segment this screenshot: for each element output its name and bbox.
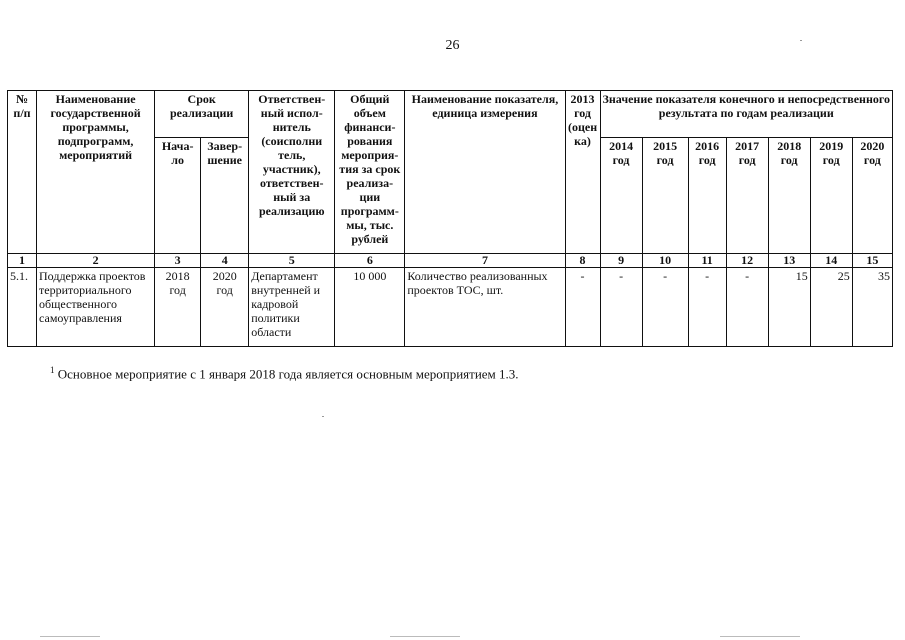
column-number: 10 [642, 254, 688, 268]
row-value-2019: 25 [810, 268, 852, 347]
column-number: 9 [600, 254, 642, 268]
header-num: № п/п [8, 91, 37, 254]
column-number: 12 [726, 254, 768, 268]
header-2013: 2013 год (оцен ка) [565, 91, 600, 254]
row-value-2014: - [600, 268, 642, 347]
header-year-2019: 2019 год [810, 138, 852, 254]
header-end: Завер-шение [201, 138, 249, 254]
column-number: 11 [688, 254, 726, 268]
column-number: 14 [810, 254, 852, 268]
row-end: 2020 год [201, 268, 249, 347]
row-value-2015: - [642, 268, 688, 347]
row-name: Поддержка проектов территориального общественного самоуправления [37, 268, 155, 347]
row-funding: 10 000 [335, 268, 405, 347]
scan-speck [322, 416, 324, 417]
column-number-row [8, 254, 893, 268]
header-year-2017: 2017 год [726, 138, 768, 254]
column-number: 13 [768, 254, 810, 268]
row-value-2016: - [688, 268, 726, 347]
row-responsible: Департамент внутренней и кадровой политики области [249, 268, 335, 347]
table-row [8, 268, 893, 347]
column-number: 3 [155, 254, 201, 268]
header-year-2020: 2020 год [852, 138, 892, 254]
header-funding: Общий объем финанси-рования мероприя-тия за срок реализа-ции программ-мы, тыс. рублей [335, 91, 405, 254]
column-number: 2 [37, 254, 155, 268]
row-value-2013: - [565, 268, 600, 347]
header-responsible: Ответствен-ный испол-нитель (соисполни тель, участник), ответствен-ный за реализацию [249, 91, 335, 254]
row-value-2020: 35 [852, 268, 892, 347]
footnote-mark: 1 [50, 365, 55, 375]
scan-edge-mark [390, 636, 460, 637]
column-number: 6 [335, 254, 405, 268]
column-number: 5 [249, 254, 335, 268]
page-number: 26 [445, 38, 460, 53]
column-number: 8 [565, 254, 600, 268]
header-period: Срок реализации [155, 91, 249, 138]
scan-speck [800, 40, 802, 41]
header-year-2016: 2016 год [688, 138, 726, 254]
header-values: Значение показателя конечного и непосредственного результата по годам реализации [600, 91, 892, 138]
row-indicator: Количество реализованных проектов ТОС, шт. [405, 268, 565, 347]
header-program-name: Наименование государственной программы, подпрограмм, мероприятий [37, 91, 155, 254]
scan-edge-mark [40, 636, 100, 637]
header-start: Нача-ло [155, 138, 201, 254]
row-start: 2018 год [155, 268, 201, 347]
header-row-1 [8, 91, 893, 138]
header-indicator: Наименование показателя, единица измерения [405, 91, 565, 254]
row-value-2018: 15 [768, 268, 810, 347]
scan-edge-mark [720, 636, 800, 637]
header-year-2015: 2015 год [642, 138, 688, 254]
header-year-2018: 2018 год [768, 138, 810, 254]
program-table [7, 90, 893, 347]
column-number: 4 [201, 254, 249, 268]
column-number: 7 [405, 254, 565, 268]
column-number: 15 [852, 254, 892, 268]
footnote [50, 365, 519, 382]
row-value-2017: - [726, 268, 768, 347]
header-year-2014: 2014 год [600, 138, 642, 254]
footnote-text: Основное мероприятие с 1 января 2018 года является основным мероприятием 1.3. [57, 366, 519, 382]
row-num: 5.1. [8, 268, 37, 347]
column-number: 1 [8, 254, 37, 268]
